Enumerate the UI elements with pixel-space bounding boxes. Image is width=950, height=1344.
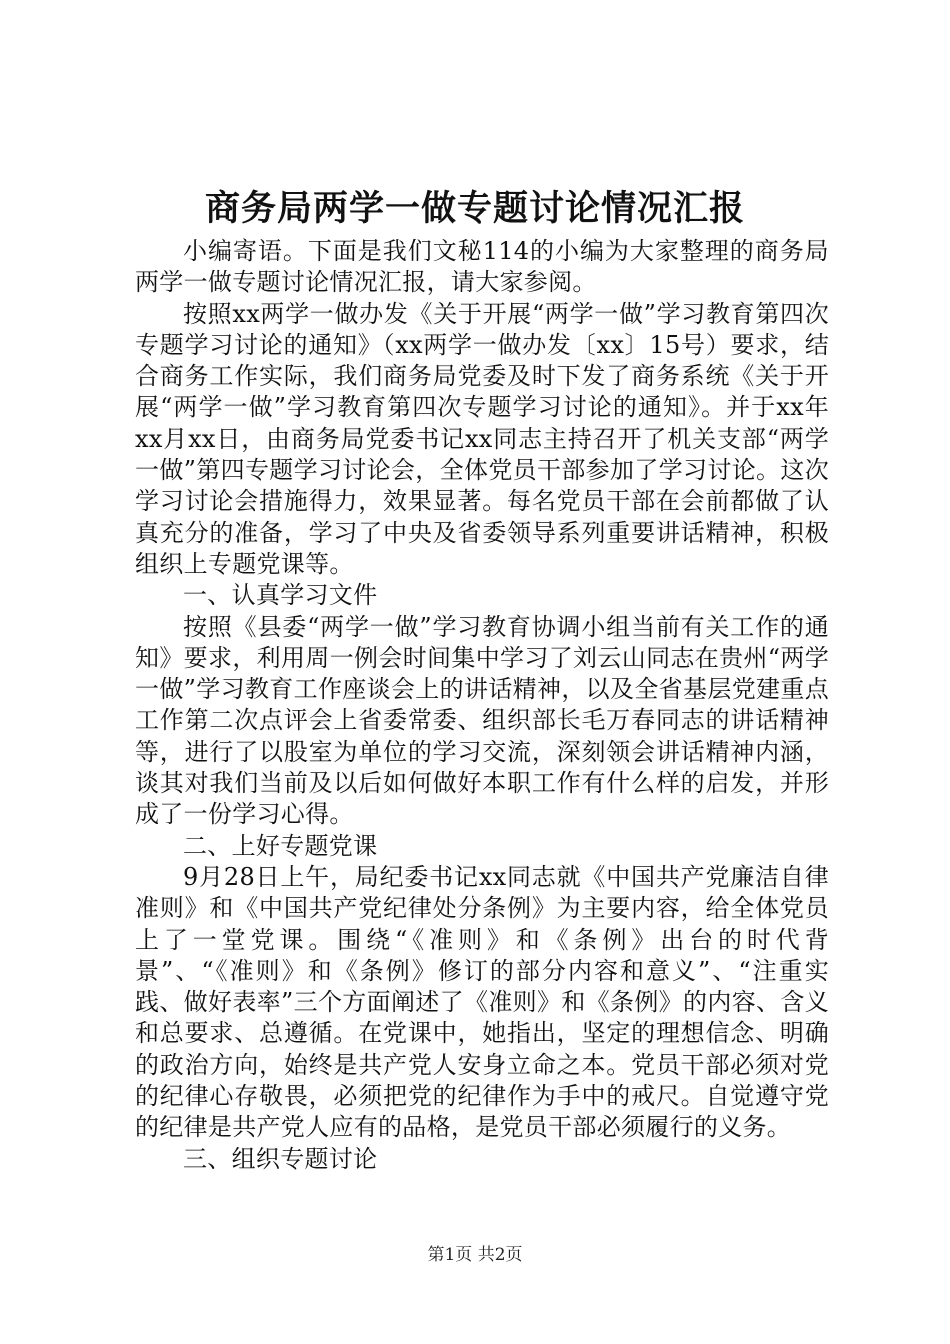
section-heading-1: 一、认真学习文件	[183, 581, 378, 610]
section-heading-3: 三、组织专题讨论	[183, 1144, 378, 1173]
section-paragraph-1: 按照《县委“两学一做”学习教育协调小组当前有关工作的通知》要求，利用周一例会时间集中学习了刘云山同志在贵州“两学一做”学习教育工作座谈会上的讲话精神，以及全省基层党建重点工作第二次点评会上省委常委、组织部长毛万春同志的讲话精神等，进行了以股室为单位的学习交流，深刻领会讲话精神内涵，谈其对我们当前及以后如何做好本职工作有什么样的启发，并形成了一份学习心得。	[135, 612, 829, 829]
document-title: 商务局两学一做专题讨论情况汇报	[204, 189, 745, 229]
intro-paragraph: 小编寄语。下面是我们文秘114的小编为大家整理的商务局两学一做专题讨论情况汇报，请大家参阅。	[135, 237, 829, 297]
document-body	[135, 236, 829, 1175]
section-paragraph-2: 9月28日上午，局纪委书记xx同志就《中国共产党廉洁自律准则》和《中国共产党纪律处分条例》为主要内容，给全体党员上了一堂党课。围绕“《准则》和《条例》出台的时代背景”、“《准则》和《条例》修订的部分内容和意义”、“注重实践、做好表率”三个方面阐述了《准则》和《条例》的内容、含义和总要求、总遵循。在党课中，她指出，坚定的理想信念、明确的政治方向，始终是共产党人安身立命之本。党员干部必须对党的纪律心存敬畏，必须把党的纪律作为手中的戒尺。自觉遵守党的纪律是共产党人应有的品格，是党员干部必须履行的义务。	[135, 862, 829, 1142]
page-footer: 第1页 共2页	[427, 1245, 523, 1265]
section-heading-2: 二、上好专题党课	[183, 831, 378, 860]
background-paragraph: 按照xx两学一做办发《关于开展“两学一做”学习教育第四次专题学习讨论的通知》（xx两学一做办发〔xx〕15号）要求，结合商务工作实际，我们商务局党委及时下发了商务系统《关于开展“两学一做”学习教育第四次专题学习讨论的通知》。并于xx年xx月xx日，由商务局党委书记xx同志主持召开了机关支部“两学一做”第四专题学习讨论会，全体党员干部参加了学习讨论。这次学习讨论会措施得力，效果显著。每名党员干部在会前都做了认真充分的准备，学习了中央及省委领导系列重要讲话精神，积极组织上专题党课等。	[135, 299, 829, 578]
